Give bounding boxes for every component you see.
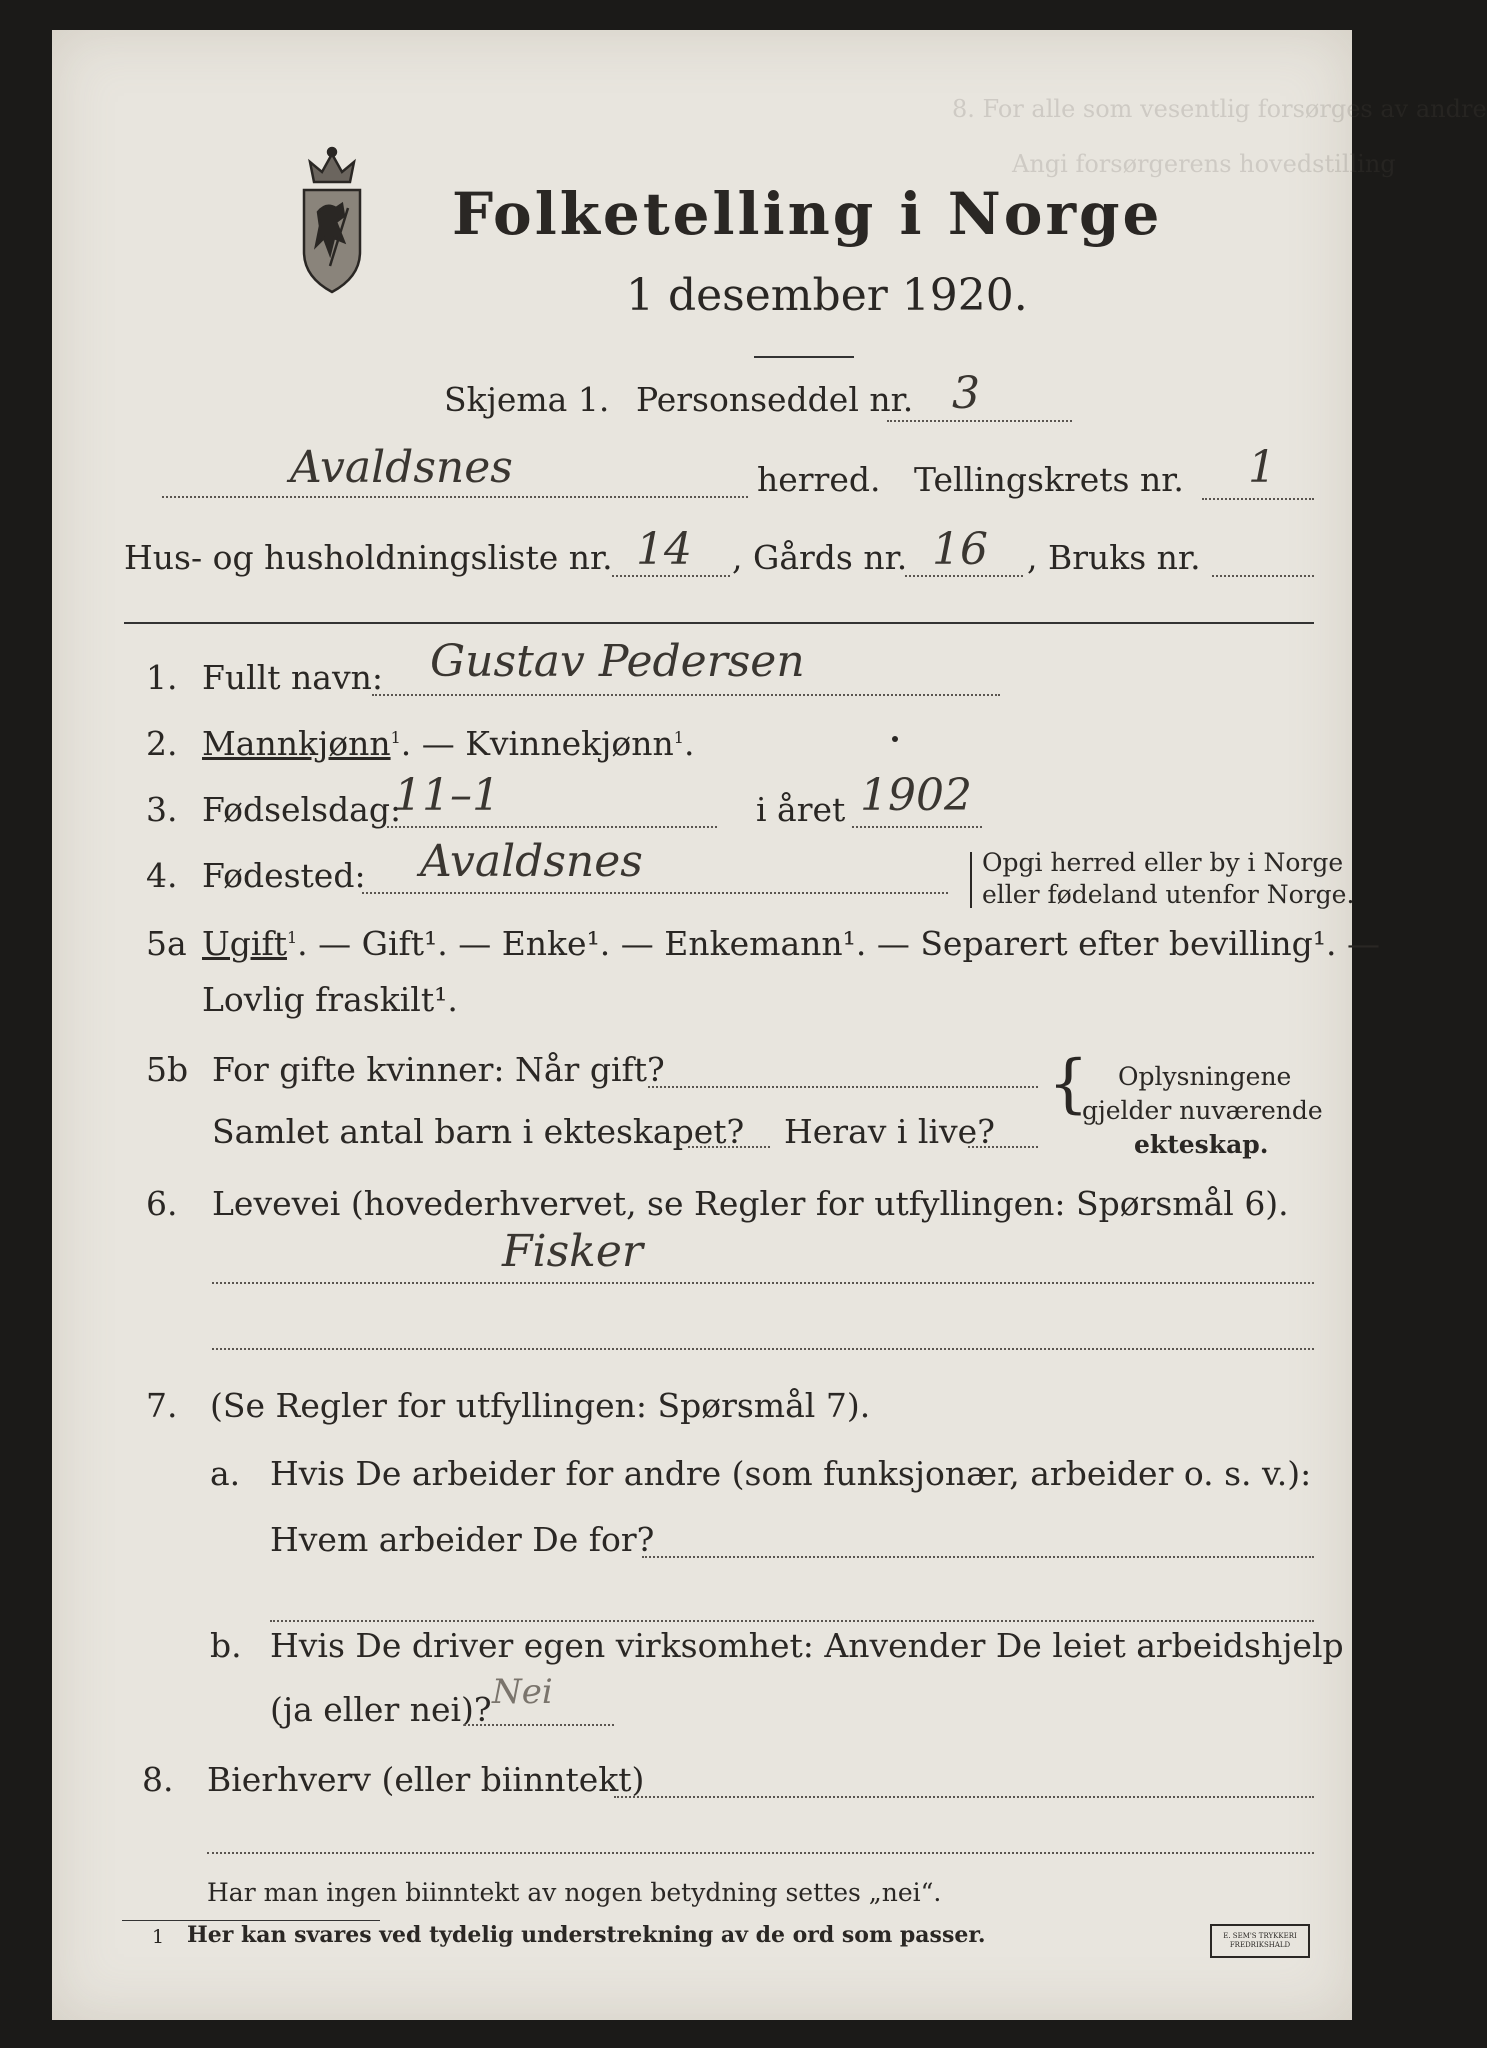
q6-value: Fisker [502,1226,643,1277]
q2-kvinnekjonn: Kvinnekjønn [465,724,674,763]
husholdningsliste-label: Hus- og husholdningsliste nr. [124,538,613,577]
q5a-ugift: Ugift [202,924,287,963]
q8-number: 8. [142,1760,174,1799]
q7a-line2 [270,1620,1314,1622]
q4-line [362,892,948,894]
page-title: Folketelling i Norge [452,180,1163,248]
q5b-line1 [648,1086,1038,1088]
q5b-alive-label: Herav i live? [784,1112,995,1151]
footnote-divider [122,1920,380,1921]
q6-line2 [212,1348,1314,1350]
q5b-children-line [688,1146,770,1148]
footnote-text: Her kan svares ved tydelig understrekning av de ord som passer. [187,1922,986,1948]
q4-value: Avaldsnes [420,836,643,887]
footnote-number: 1 [152,1926,165,1948]
q8-note: Har man ingen biinntekt av nogen betydning settes „nei“. [207,1878,942,1907]
personseddel-value: 3 [952,368,980,419]
q8-line1 [614,1796,1314,1798]
q2-mannkjonn: Mannkjønn [202,724,391,763]
ink-dot [892,736,898,742]
printer-stamp: E. SEM'S TRYKKERI FREDRIKSHALD [1210,1924,1310,1958]
q8-line2 [207,1852,1314,1854]
q1-label: Fullt navn: [202,658,383,697]
q4-note-line2: eller fødeland utenfor Norge. [982,880,1355,909]
husholdningsliste-value: 14 [636,524,692,575]
q8-label: Bierhverv (eller biinntekt) [207,1760,645,1799]
bleed-through-text: Angi forsørgerens hovedstilling [1012,150,1396,178]
section-divider [124,622,1314,624]
personseddel-label: Personseddel nr. [636,380,914,419]
herred-value: Avaldsnes [290,442,513,493]
tellingskrets-value: 1 [1248,442,1276,493]
q5a-number: 5a [146,924,187,963]
norwegian-coat-of-arms-icon [290,142,374,297]
q3-year-label: i året [756,790,846,829]
gards-label: , Gårds nr. [732,538,908,577]
q7a-line1 [642,1556,1314,1558]
q5b-note-line1: Oplysningene [1118,1062,1292,1091]
q7a-number: a. [210,1454,241,1493]
title-divider [754,356,854,358]
census-form-page [52,30,1487,2020]
q3-year-value: 1902 [860,770,972,821]
q7b-label2: (ja eller nei)? [270,1690,492,1729]
q5b-alive-line [968,1146,1038,1148]
q7a-label2: Hvem arbeider De for? [270,1520,655,1559]
q5b-brace: { [1048,1047,1089,1121]
q3-label: Fødselsdag: [202,790,402,829]
q5b-number: 5b [146,1050,189,1089]
tellingskrets-label: Tellingskrets nr. [914,460,1184,499]
q3-value: 11–1 [394,770,500,821]
q2-number: 2. [146,724,178,763]
herred-line [162,496,748,498]
q7a-label: Hvis De arbeider for andre (som funksjonær, arbeider o. s. v.): [270,1454,1312,1493]
q7b-number: b. [210,1626,242,1665]
bruks-label: , Bruks nr. [1027,538,1201,577]
census-date: 1 desember 1920. [626,270,1028,321]
tellingskrets-line [1202,498,1314,500]
herred-label: herred. [757,460,881,499]
q5b-label: For gifte kvinner: Når gift? [212,1050,665,1089]
q3-year-line [852,826,982,828]
q7b-label: Hvis De driver egen virksomhet: Anvender De leiet arbeidshjelp [270,1626,1344,1665]
q6-number: 6. [146,1184,178,1223]
gards-line [905,575,1023,577]
husholdningsliste-line [612,575,730,577]
q5b-note-line2: gjelder nuværende [1082,1096,1323,1125]
q7-number: 7. [146,1386,178,1425]
skjema-label: Skjema 1. [444,380,610,419]
q7b-value: Nei [492,1672,553,1712]
q3-line [387,826,717,828]
q3-number: 3. [146,790,178,829]
q1-value: Gustav Pedersen [430,636,805,687]
q5b-note-line3: ekteskap. [1134,1130,1269,1159]
q7b-line [464,1724,614,1726]
q2-options: Mannkjønn$^1$. — Kvinnekjønn$^1$. [202,724,695,763]
q1-line [372,694,1000,696]
q1-number: 1. [146,658,178,697]
q5a-line2: Lovlig fraskilt¹. [202,980,458,1019]
personseddel-line [887,420,1072,422]
q5a-options: Ugift$^1$. — Gift¹. — Enke¹. — Enkemann¹. — Separert efter bevilling¹. — [202,924,1380,963]
q6-line1 [212,1282,1314,1284]
q7-label: (Se Regler for utfyllingen: Spørsmål 7). [210,1386,871,1425]
q4-label: Fødested: [202,856,366,895]
q4-note-line1: Opgi herred eller by i Norge [982,848,1344,877]
q5b-line2-label: Samlet antal barn i ekteskapet? [212,1112,745,1151]
q4-number: 4. [146,856,178,895]
bruks-line [1212,575,1314,577]
bleed-through-text: 8. For alle som vesentlig forsørges av andre [952,95,1487,123]
gards-value: 16 [932,524,988,575]
q4-bracket [970,852,976,908]
q6-label: Levevei (hovederhvervet, se Regler for utfyllingen: Spørsmål 6). [212,1184,1289,1223]
